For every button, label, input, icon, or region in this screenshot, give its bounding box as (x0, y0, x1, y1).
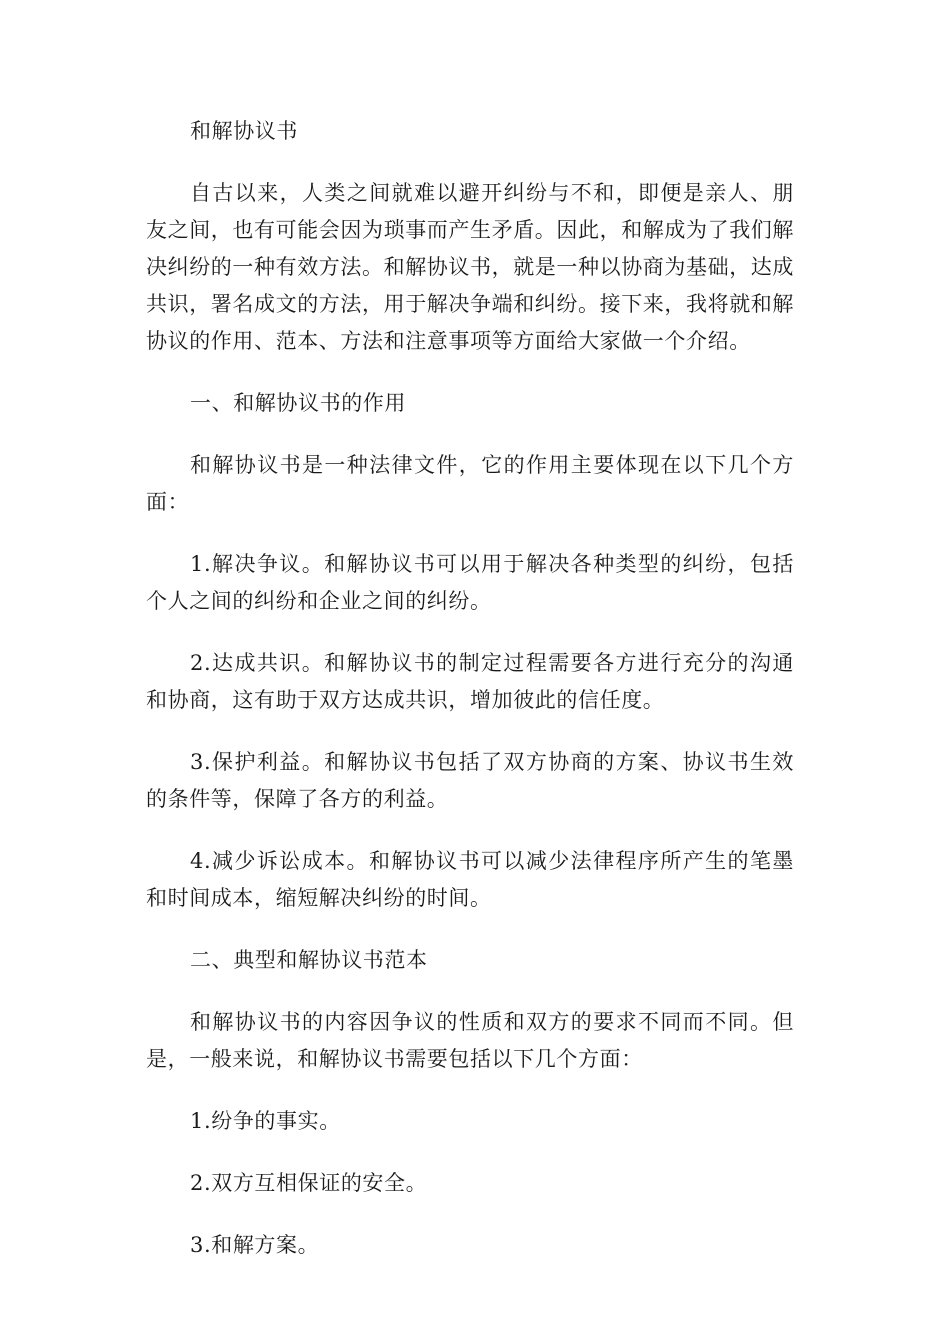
template-item-1: 1.纷争的事实。 (190, 1109, 341, 1133)
purpose-item-4: 4.减少诉讼成本。和解协议书可以减少法律程序所产生的笔墨和时间成本，缩短解决纠纷的时间。 (146, 849, 794, 910)
purpose-intro-paragraph: 和解协议书是一种法律文件，它的作用主要体现在以下几个方面： (146, 453, 794, 514)
purpose-item-2: 2.达成共识。和解协议书的制定过程需要各方进行充分的沟通和协商，这有助于双方达成共识，增加彼此的信任度。 (146, 651, 794, 712)
section-heading-purpose: 一、和解协议书的作用 (190, 391, 406, 415)
purpose-item-3: 3.保护利益。和解协议书包括了双方协商的方案、协议书生效的条件等，保障了各方的利益。 (146, 750, 794, 811)
intro-paragraph: 自古以来，人类之间就难以避开纠纷与不和，即便是亲人、朋友之间，也有可能会因为琐事而产生矛盾。因此，和解成为了我们解决纠纷的一种有效方法。和解协议书，就是一种以协商为基础，达成共识，署名成文的方法，用于解决争端和纠纷。接下来，我将就和解协议的作用、范本、方法和注意事项等方面给大家做一个介绍。 (146, 181, 794, 353)
purpose-item-1: 1.解决争议。和解协议书可以用于解决各种类型的纠纷，包括个人之间的纠纷和企业之间的纠纷。 (146, 552, 794, 613)
section-heading-template: 二、典型和解协议书范本 (190, 948, 428, 972)
template-item-2: 2.双方互相保证的安全。 (190, 1171, 428, 1195)
document-page (146, 113, 794, 1289)
document-title: 和解协议书 (190, 119, 298, 143)
template-item-3: 3.和解方案。 (190, 1233, 320, 1257)
template-intro-paragraph: 和解协议书的内容因争议的性质和双方的要求不同而不同。但是，一般来说，和解协议书需要包括以下几个方面： (146, 1010, 794, 1071)
